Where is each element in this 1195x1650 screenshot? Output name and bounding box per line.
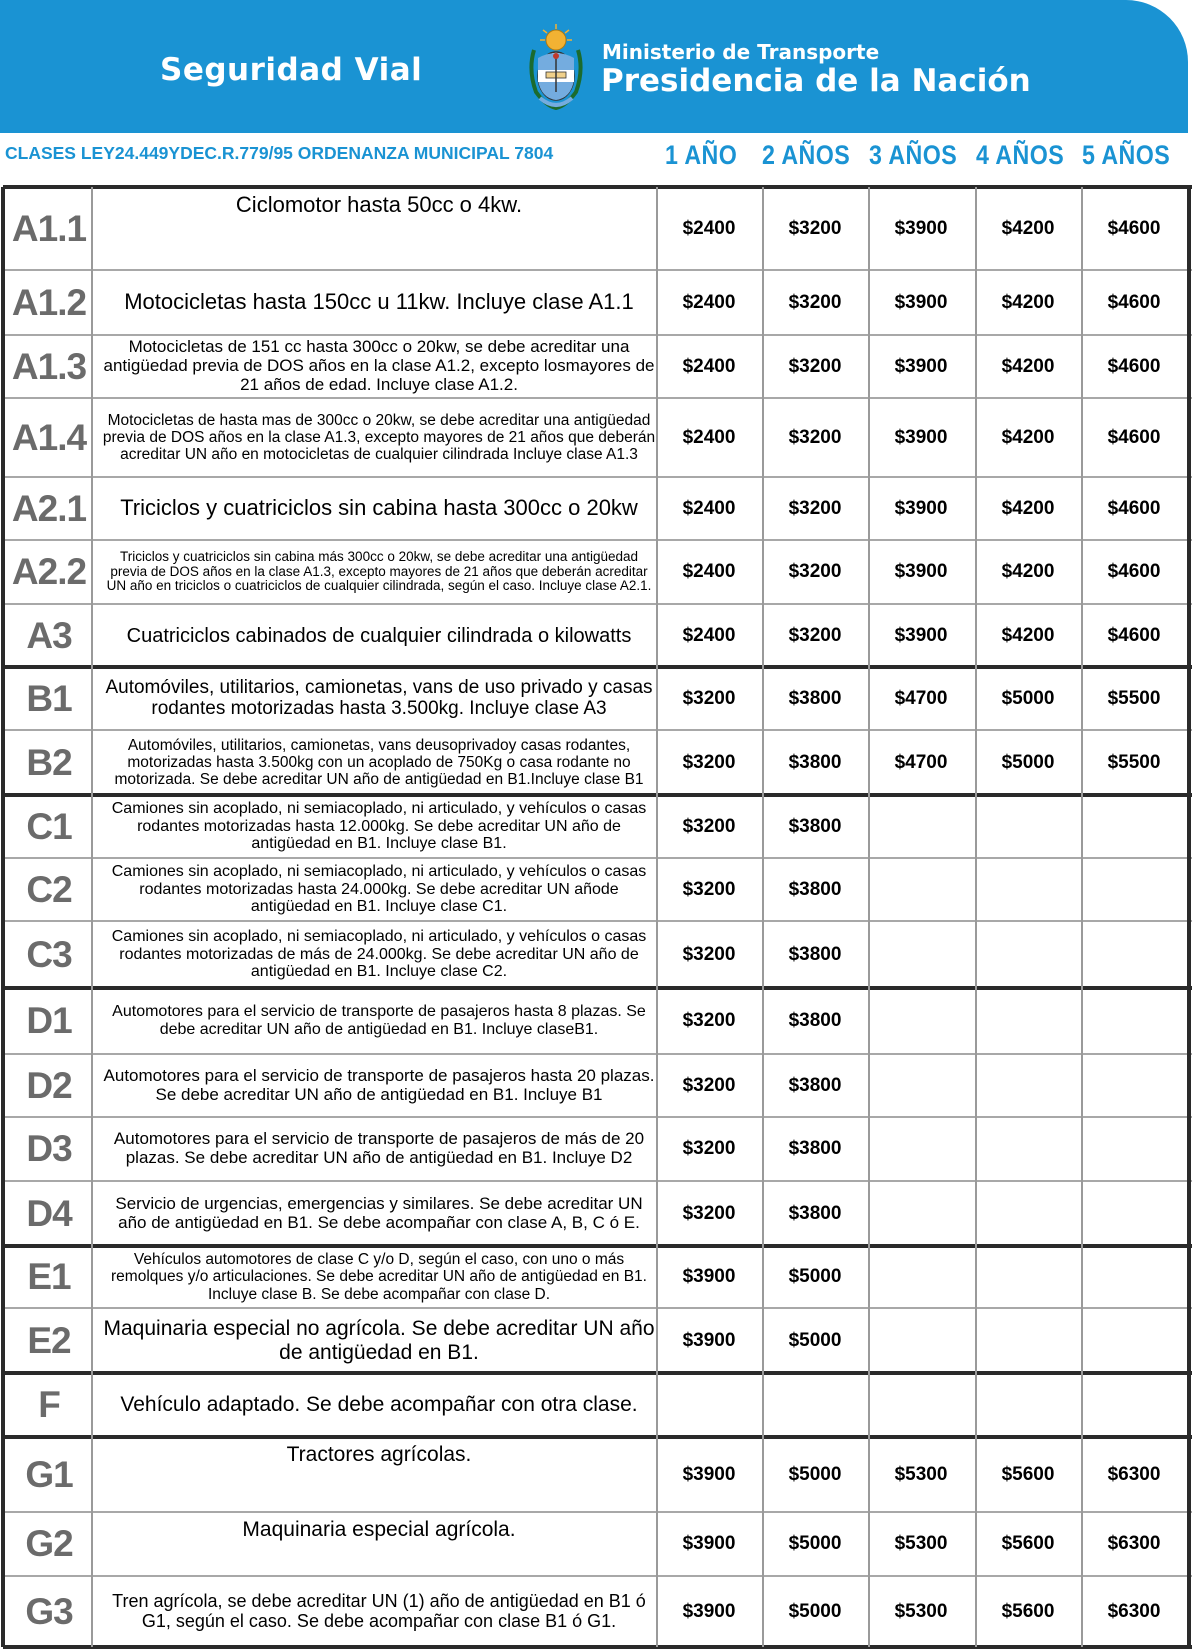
price-year-4 xyxy=(976,988,1080,1054)
license-class-description: Triciclos y cuatriciclos sin cabina más 300cc o 20kw, se debe acreditar una antigüedad previa de DOS años en la clase A1.3, excepto mayores de 21 años que deberán acreditar UN año en triciclos o cuatriciclos de cualquier cilindrada, según el caso. Incluye clase A2.1. xyxy=(106,548,652,594)
price-year-3: $3900 xyxy=(894,624,948,646)
price-year-2: $3800 xyxy=(788,815,842,837)
price-year-4 xyxy=(976,795,1080,858)
price-year-3 xyxy=(869,1054,973,1117)
row-divider xyxy=(3,1371,1192,1375)
price-year-3: $4700 xyxy=(894,687,948,709)
price-year-5 xyxy=(1082,795,1186,858)
price-year-2: $3800 xyxy=(788,1202,842,1224)
price-year-1: $3200 xyxy=(682,1074,736,1096)
license-class-description: Automotores para el servicio de transporte de pasajeros hasta 20 plazas. Se debe acreditar UN año de antigüedad en B1. Incluye B1 xyxy=(103,1065,655,1104)
header-banner xyxy=(0,0,1188,133)
license-class-code: A1.4 xyxy=(11,416,87,458)
price-year-5: $6300 xyxy=(1107,1463,1161,1485)
license-class-description: Servicio de urgencias, emergencias y similares. Se debe acreditar UN año de antigüedad en B1. Se debe acompañar con clase A, B, C ó E. xyxy=(115,1193,643,1232)
price-year-2: $5000 xyxy=(788,1533,842,1554)
price-year-5 xyxy=(1082,858,1186,921)
price-year-1: $3900 xyxy=(682,1533,736,1554)
price-year-5 xyxy=(1082,1246,1186,1308)
table-row xyxy=(3,1512,1192,1576)
table-row xyxy=(3,1373,1192,1437)
price-year-1: $2400 xyxy=(682,497,736,519)
price-year-5 xyxy=(1082,1373,1186,1437)
row-divider xyxy=(3,1244,1192,1248)
row-divider xyxy=(3,269,1192,271)
price-year-4: $4200 xyxy=(1001,355,1055,377)
license-class-code: D1 xyxy=(26,1000,72,1041)
row-divider xyxy=(3,793,1192,797)
license-class-description: Vehículos automotores de clase C y/o D, según el caso, con uno o más remolques y/o articulaciones. Se debe acreditar UN año de antigüedad en B1. Incluye clase B. Se debe acompañar con clase D. xyxy=(111,1251,647,1303)
table-row xyxy=(3,795,1192,858)
column-divider xyxy=(868,187,870,1647)
price-year-4: $4200 xyxy=(1001,217,1055,239)
price-year-5: $4600 xyxy=(1107,291,1161,313)
price-year-4 xyxy=(976,1308,1080,1373)
price-year-4: $5600 xyxy=(1001,1463,1055,1485)
price-year-4: $5000 xyxy=(1001,687,1055,709)
price-year-1: $3200 xyxy=(682,1202,736,1224)
row-divider xyxy=(3,1645,1192,1649)
price-year-1: $2400 xyxy=(682,426,736,448)
price-year-4 xyxy=(976,1181,1080,1246)
price-year-4: $4200 xyxy=(1001,426,1055,448)
price-year-5: $4600 xyxy=(1107,497,1161,519)
license-class-description: Cuatriciclos cabinados de cualquier cilindrada o kilowatts xyxy=(126,624,632,647)
price-year-4 xyxy=(976,1373,1080,1437)
price-year-3: $3900 xyxy=(894,355,948,377)
price-year-5: $5500 xyxy=(1107,751,1161,773)
table-row xyxy=(3,1576,1192,1647)
price-year-1: $3200 xyxy=(682,943,736,965)
price-year-2: $3800 xyxy=(788,1138,842,1159)
price-year-1: $3200 xyxy=(682,1010,736,1031)
price-year-2: $3200 xyxy=(788,355,842,377)
price-year-5 xyxy=(1082,1054,1186,1117)
row-divider xyxy=(3,1307,1192,1309)
table-row xyxy=(3,730,1192,795)
license-class-code: A1.3 xyxy=(11,345,87,387)
license-class-code: A1.1 xyxy=(11,207,87,249)
price-year-4: $5600 xyxy=(1001,1533,1055,1554)
price-year-1: $3200 xyxy=(682,751,736,773)
license-class-code: D3 xyxy=(26,1128,72,1169)
site-title: Seguridad Vial xyxy=(160,52,423,88)
price-year-3: $5300 xyxy=(894,1600,948,1622)
column-divider xyxy=(1081,187,1083,1647)
license-class-code: F xyxy=(38,1384,60,1425)
license-class-description: Tren agrícola, se debe acreditar UN (1) año de antigüedad en B1 ó G1, según el caso. Se debe acompañar con clase B1 ó G1. xyxy=(112,1590,646,1631)
price-year-1: $3200 xyxy=(682,878,736,900)
license-class-description: Vehículo adaptado. Se debe acompañar con otra clase. xyxy=(120,1393,638,1417)
price-year-1: $3900 xyxy=(682,1600,736,1622)
license-fee-table xyxy=(3,187,1192,1647)
price-year-3 xyxy=(869,1117,973,1181)
price-year-2: $3800 xyxy=(788,751,842,773)
price-year-5 xyxy=(1082,988,1186,1054)
table-row xyxy=(3,270,1192,335)
price-year-1: $3900 xyxy=(682,1329,736,1351)
license-class-code: G2 xyxy=(25,1523,73,1564)
year-header-5: 5 AÑOS xyxy=(1082,140,1171,170)
price-year-5: $4600 xyxy=(1107,561,1161,582)
price-year-4: $5000 xyxy=(1001,751,1055,773)
price-year-3: $3900 xyxy=(894,291,948,313)
table-row xyxy=(3,1246,1192,1308)
price-year-4: $4200 xyxy=(1001,291,1055,313)
column-divider xyxy=(1,187,5,1647)
price-year-4 xyxy=(976,858,1080,921)
price-year-2: $3200 xyxy=(788,497,842,519)
price-year-3 xyxy=(869,858,973,921)
year-header-4: 4 AÑOS xyxy=(976,140,1065,170)
license-class-code: A2.1 xyxy=(11,487,87,529)
price-year-2: $3200 xyxy=(788,217,842,239)
license-class-code: C1 xyxy=(26,805,72,847)
price-year-3: $3900 xyxy=(894,561,948,582)
row-divider xyxy=(3,603,1192,605)
price-year-5: $4600 xyxy=(1107,426,1161,448)
year-header-1: 1 AÑO xyxy=(665,140,738,170)
price-year-3 xyxy=(869,1308,973,1373)
license-class-code: G3 xyxy=(25,1590,73,1632)
price-year-1: $3200 xyxy=(682,1138,736,1159)
price-year-4: $4200 xyxy=(1001,624,1055,646)
price-year-5: $4600 xyxy=(1107,217,1161,239)
license-class-description: Motocicletas hasta 150cc u 11kw. Incluye clase A1.1 xyxy=(124,289,634,315)
price-year-3 xyxy=(869,1246,973,1308)
table-row xyxy=(3,667,1192,730)
table-row xyxy=(3,921,1192,988)
license-class-description: Maquinaria especial agrícola. xyxy=(242,1518,516,1541)
row-divider xyxy=(3,334,1192,336)
price-year-5: $6300 xyxy=(1107,1600,1161,1622)
price-year-4 xyxy=(976,1246,1080,1308)
license-class-code: C2 xyxy=(26,868,72,910)
license-class-description: Triciclos y cuatriciclos sin cabina hasta 300cc o 20kw xyxy=(120,495,638,521)
row-divider xyxy=(3,986,1192,990)
row-divider xyxy=(3,397,1192,399)
price-year-1: $2400 xyxy=(682,355,736,377)
column-divider xyxy=(762,187,764,1647)
license-class-description: Tractores agrícolas. xyxy=(286,1443,472,1466)
table-row xyxy=(3,187,1192,270)
row-divider xyxy=(3,1180,1192,1182)
price-year-4 xyxy=(976,1117,1080,1181)
presidency-label: Presidencia de la Nación xyxy=(601,63,1031,99)
price-year-5 xyxy=(1082,921,1186,988)
price-year-1: $3900 xyxy=(682,1266,736,1287)
table-row xyxy=(3,398,1192,477)
license-class-code: D2 xyxy=(26,1064,72,1106)
price-year-2: $3800 xyxy=(788,878,842,900)
price-year-2: $3800 xyxy=(788,1010,842,1031)
column-divider xyxy=(91,187,93,1647)
license-class-description: Camiones sin acoplado, ni semiacoplado, ni articulado, y vehículos o casas rodantes motorizadas de más de 24.000kg. Se debe acreditar UN año de antigüedad en B1. Incluye clase C2. xyxy=(111,928,647,981)
year-header-2: 2 AÑOS xyxy=(762,140,851,170)
price-year-1: $3200 xyxy=(682,815,736,837)
price-year-5 xyxy=(1082,1117,1186,1181)
license-class-code: B2 xyxy=(26,741,72,783)
national-coat-of-arms-icon xyxy=(526,20,586,112)
row-divider xyxy=(3,1053,1192,1055)
row-divider xyxy=(3,539,1192,541)
law-reference: CLASES LEY24.449YDEC.R.779/95 ORDENANZA MUNICIPAL 7804 xyxy=(5,143,554,163)
row-divider xyxy=(3,1116,1192,1118)
row-divider xyxy=(3,920,1192,922)
price-year-3: $4700 xyxy=(894,751,948,773)
price-year-3: $5300 xyxy=(894,1463,948,1485)
price-year-2: $5000 xyxy=(788,1600,842,1622)
price-year-4: $4200 xyxy=(1001,497,1055,519)
row-divider xyxy=(3,729,1192,731)
license-class-description: Ciclomotor hasta 50cc o 4kw. xyxy=(235,192,523,217)
price-year-4 xyxy=(976,1054,1080,1117)
price-year-1: $2400 xyxy=(682,217,736,239)
table-row xyxy=(3,988,1192,1054)
price-year-2 xyxy=(763,1373,867,1437)
price-year-2: $3200 xyxy=(788,291,842,313)
price-year-5: $4600 xyxy=(1107,624,1161,646)
license-class-code: A2.2 xyxy=(11,551,87,592)
price-year-1: $2400 xyxy=(682,624,736,646)
table-row xyxy=(3,858,1192,921)
row-divider xyxy=(3,185,1192,189)
row-divider xyxy=(3,665,1192,669)
price-year-3 xyxy=(869,988,973,1054)
price-year-3 xyxy=(869,921,973,988)
price-year-3 xyxy=(869,795,973,858)
ministry-label: Ministerio de Transporte xyxy=(602,40,880,64)
price-year-2: $3800 xyxy=(788,943,842,965)
row-divider xyxy=(3,1435,1192,1439)
table-row xyxy=(3,604,1192,667)
column-divider xyxy=(975,187,977,1647)
price-year-4 xyxy=(976,921,1080,988)
license-class-description: Automóviles, utilitarios, camionetas, vans de uso privado y casas rodantes motorizadas hasta 3.500kg. Incluye clase A3 xyxy=(105,676,653,719)
price-year-1: $2400 xyxy=(682,291,736,313)
price-year-2: $3800 xyxy=(788,687,842,709)
license-class-code: E1 xyxy=(27,1256,71,1297)
price-year-4: $4200 xyxy=(1001,561,1055,582)
price-year-5: $6300 xyxy=(1107,1533,1161,1554)
license-class-code: G1 xyxy=(25,1453,73,1495)
table-row xyxy=(3,477,1192,540)
price-year-3 xyxy=(869,1373,973,1437)
license-class-description: Maquinaria especial no agrícola. Se debe acreditar UN año de antigüedad en B1. xyxy=(103,1317,655,1364)
license-class-code: B1 xyxy=(26,677,72,719)
license-class-description: Camiones sin acoplado, ni semiacoplado, ni articulado, y vehículos o casas rodantes motorizadas hasta 12.000kg. Se debe acreditar UN año de antigüedad en B1. Incluye clase B1. xyxy=(111,800,647,853)
price-year-3: $3900 xyxy=(894,497,948,519)
price-year-3: $5300 xyxy=(894,1533,948,1554)
license-class-description: Automóviles, utilitarios, camionetas, vans deusoprivadoy casas rodantes, motorizadas hasta 3.500kg con un acoplado de 750Kg o casa rodante no motorizada. Se debe acreditar UN año de antigüedad en B1.Incluye clase B1 xyxy=(114,736,644,789)
license-class-description: Motocicletas de 151 cc hasta 300cc o 20kw, se debe acreditar una antigüedad previa de DOS años en la clase A1.2, excepto losmayores de 21 años de edad. Incluye clase A1.2. xyxy=(103,337,655,394)
price-year-1 xyxy=(657,1373,761,1437)
price-year-2: $5000 xyxy=(788,1266,842,1287)
license-class-code: C3 xyxy=(26,933,72,975)
column-divider xyxy=(1187,187,1191,1647)
table-row xyxy=(3,540,1192,604)
table-row xyxy=(3,1437,1192,1512)
license-class-description: Motocicletas de hasta mas de 300cc o 20kw, se debe acreditar una antigüedad previa de DOS años en la clase A1.3, excepto mayores de 21 años que deberán acreditar UN año en motocicletas de cualquier cilindrada Incluye clase A1.3 xyxy=(102,411,656,464)
license-class-code: E2 xyxy=(27,1319,71,1361)
table-row xyxy=(3,1308,1192,1373)
table-row xyxy=(3,1117,1192,1181)
table-row xyxy=(3,1181,1192,1246)
year-header-3: 3 AÑOS xyxy=(869,140,958,170)
price-year-3: $3900 xyxy=(894,426,948,448)
price-year-3 xyxy=(869,1181,973,1246)
license-class-code: A1.2 xyxy=(11,281,87,323)
price-year-2: $3200 xyxy=(788,624,842,646)
price-year-1: $3200 xyxy=(682,687,736,709)
price-year-3: $3900 xyxy=(894,217,948,239)
license-class-description: Automotores para el servicio de transporte de pasajeros hasta 8 plazas. Se debe acreditar UN año de antigüedad en B1. Incluye claseB1. xyxy=(112,1003,646,1038)
license-class-code: D4 xyxy=(26,1192,72,1234)
price-year-2: $5000 xyxy=(788,1329,842,1351)
license-class-description: Camiones sin acoplado, ni semiacoplado, ni articulado, y vehículos o casas rodantes motorizadas hasta 24.000kg. Se debe acreditar UN añode antigüedad en B1. Incluye clase C1. xyxy=(111,863,647,916)
table-row xyxy=(3,335,1192,398)
row-divider xyxy=(3,1511,1192,1513)
price-year-5: $4600 xyxy=(1107,355,1161,377)
row-divider xyxy=(3,857,1192,859)
row-divider xyxy=(3,476,1192,478)
price-year-2: $3200 xyxy=(788,426,842,448)
table-row xyxy=(3,1054,1192,1117)
price-year-4: $5600 xyxy=(1001,1600,1055,1622)
price-year-5: $5500 xyxy=(1107,687,1161,709)
price-year-1: $3900 xyxy=(682,1463,736,1485)
row-divider xyxy=(3,1575,1192,1577)
price-year-5 xyxy=(1082,1308,1186,1373)
price-year-2: $3200 xyxy=(788,561,842,582)
price-year-1: $2400 xyxy=(682,561,736,582)
price-year-2: $5000 xyxy=(788,1463,842,1485)
column-divider xyxy=(656,187,658,1647)
price-year-5 xyxy=(1082,1181,1186,1246)
price-year-2: $3800 xyxy=(788,1074,842,1096)
license-class-description: Automotores para el servicio de transporte de pasajeros de más de 20 plazas. Se debe acreditar UN año de antigüedad en B1. Incluye D2 xyxy=(113,1129,645,1167)
license-class-code: A3 xyxy=(26,614,72,656)
